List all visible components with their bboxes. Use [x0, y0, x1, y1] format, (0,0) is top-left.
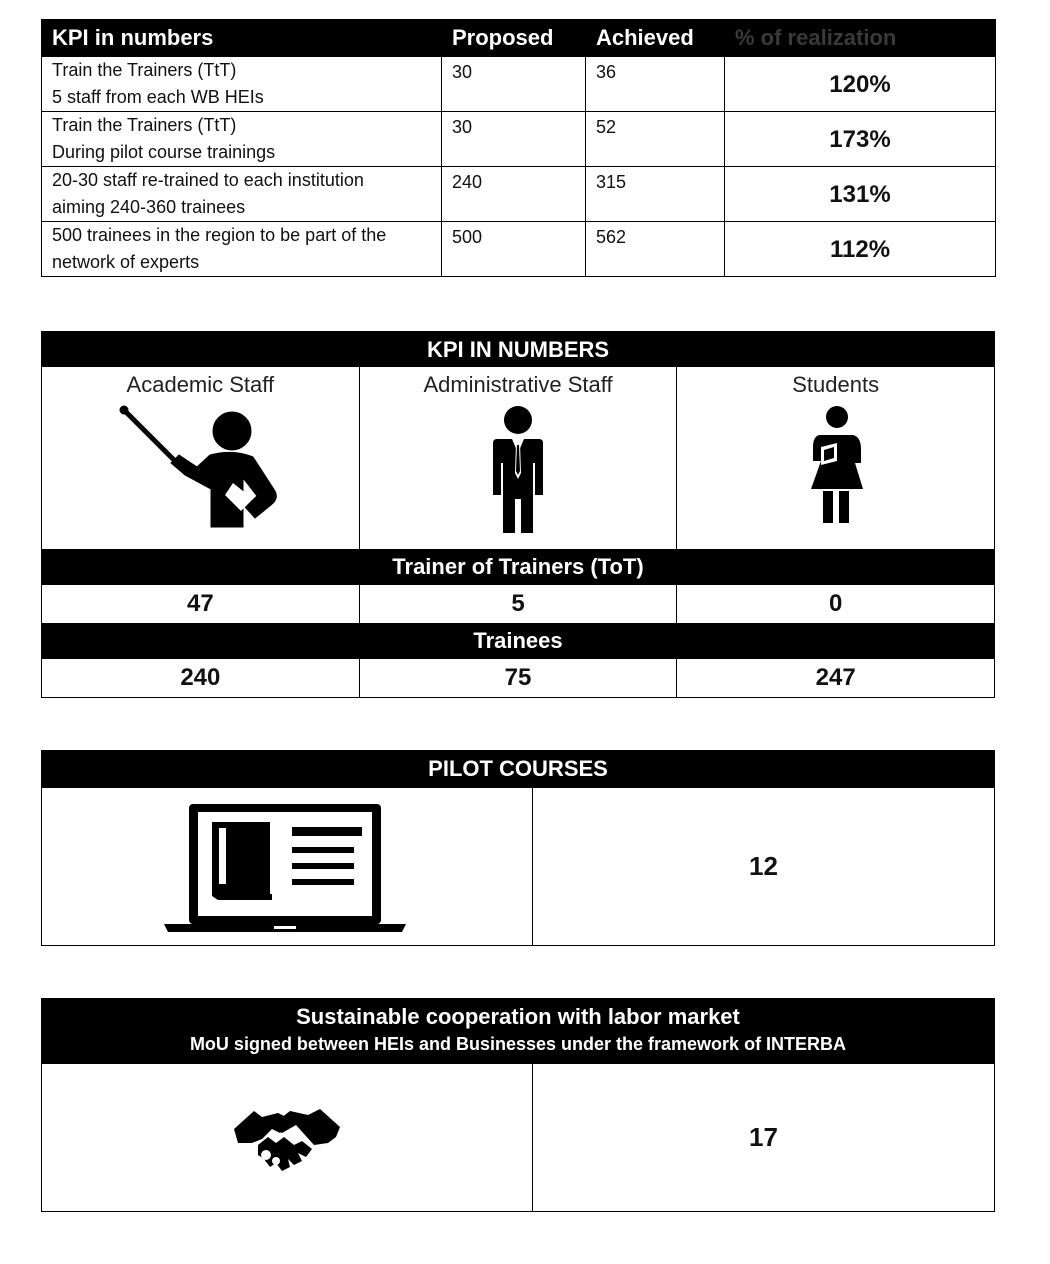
student-books-icon: [677, 403, 994, 549]
category-administrative: [360, 367, 678, 549]
pilot-courses-row: [41, 788, 995, 946]
achieved-cell: 562: [586, 222, 725, 277]
trainees-value-administrative: 75: [360, 659, 678, 697]
realization-cell: 120%: [725, 57, 996, 112]
table-row: [42, 167, 996, 222]
kpi-numbers-title: KPI IN NUMBERS: [42, 332, 994, 367]
kpi-numbers-panel: [41, 331, 995, 698]
teacher-pointer-icon: [42, 403, 359, 549]
proposed-cell: 500: [442, 222, 586, 277]
proposed-cell: 30: [442, 112, 586, 167]
category-label: Administrative Staff: [423, 372, 613, 397]
kpi-line1: Train the Trainers (TtT): [52, 115, 237, 135]
cooperation-value: 17: [749, 1122, 778, 1152]
kpi-line2: aiming 240-360 trainees: [52, 197, 246, 217]
tot-value-administrative: 5: [360, 585, 678, 623]
kpi-line1: 500 trainees in the region to be part of the: [52, 225, 387, 245]
realization-cell: 131%: [725, 167, 996, 222]
kpi-line2: During pilot course trainings: [52, 142, 276, 162]
table-row: [42, 222, 996, 277]
trainees-title: Trainees: [42, 623, 994, 659]
pilot-courses-value: 12: [749, 851, 778, 881]
proposed-cell: 240: [442, 167, 586, 222]
kpi-table: [41, 19, 995, 277]
tot-values-row: [42, 585, 994, 623]
category-students: [677, 367, 994, 549]
tot-value-academic: 47: [42, 585, 360, 623]
trainees-value-academic: 240: [42, 659, 360, 697]
kpi-cell: [42, 57, 442, 112]
header-achieved: Achieved: [586, 20, 725, 57]
kpi-cell: [42, 167, 442, 222]
kpi-line1: 20-30 staff re-trained to each institution: [52, 170, 364, 190]
laptop-book-icon: [42, 788, 533, 945]
cooperation-row: [41, 1064, 995, 1212]
cooperation-header: [41, 998, 995, 1064]
cooperation-panel: [41, 998, 995, 1212]
table-row: [42, 112, 996, 167]
kpi-line1: Train the Trainers (TtT): [52, 60, 237, 80]
pilot-courses-panel: [41, 750, 995, 946]
businessman-suit-icon: [360, 403, 677, 549]
trainees-value-students: 247: [815, 664, 856, 691]
kpi-cell: [42, 112, 442, 167]
category-academic: [42, 367, 360, 549]
cooperation-subtitle: MoU signed between HEIs and Businesses under the framework of INTERBA: [189, 1034, 847, 1054]
kpi-cell: [42, 222, 442, 277]
kpi-table-header: [42, 20, 996, 57]
table-row: [42, 57, 996, 112]
header-realization: % of realization: [725, 20, 996, 57]
kpi-line2: network of experts: [52, 252, 200, 272]
header-proposed: Proposed: [442, 20, 586, 57]
achieved-cell: 36: [586, 57, 725, 112]
cooperation-title: Sustainable cooperation with labor market: [296, 1004, 740, 1029]
tot-title: Trainer of Trainers (ToT): [42, 549, 994, 585]
realization-cell: 173%: [725, 112, 996, 167]
handshake-icon: [42, 1064, 533, 1211]
category-label: Students: [792, 372, 880, 397]
tot-value-students: 0: [829, 590, 843, 617]
realization-cell: 112%: [725, 222, 996, 277]
header-kpi: KPI in numbers: [42, 20, 442, 57]
category-label: Academic Staff: [126, 372, 275, 397]
trainees-values-row: [42, 659, 994, 697]
pilot-courses-title: PILOT COURSES: [41, 750, 995, 788]
achieved-cell: 315: [586, 167, 725, 222]
achieved-cell: 52: [586, 112, 725, 167]
category-row: [42, 367, 994, 549]
kpi-table-grid: [41, 19, 996, 277]
proposed-cell: 30: [442, 57, 586, 112]
kpi-line2: 5 staff from each WB HEIs: [52, 87, 264, 107]
